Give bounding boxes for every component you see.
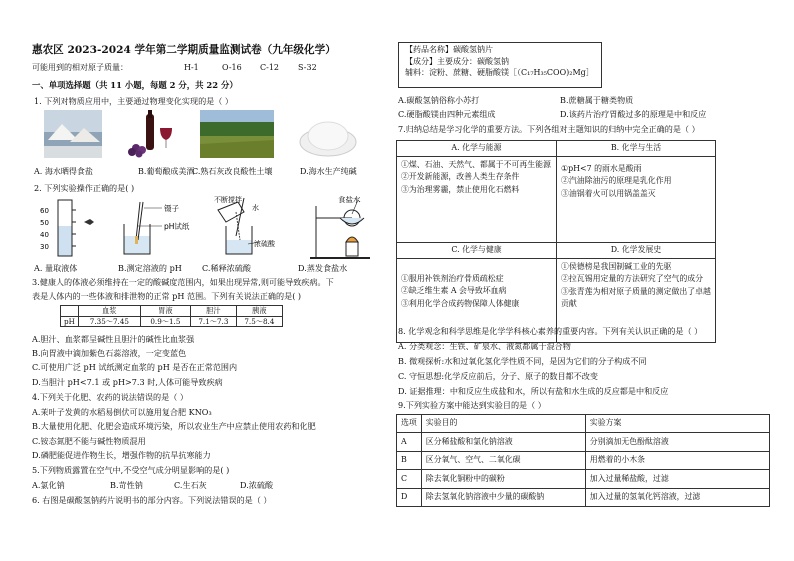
table-row <box>397 141 716 157</box>
q1-option-a: A. 海水晒得食盐 <box>34 167 93 176</box>
cylinder-diagram <box>58 200 94 256</box>
salt-water-label: 食盐水 <box>338 196 361 204</box>
q1-stem: 1. 下列对物质应用中，主要通过物理变化实现的是（ ） <box>34 96 234 106</box>
q1-option-c: C.熟石灰改良酸性土壤 <box>192 167 273 176</box>
q3-option-a: A.胆汁、血浆都呈碱性且胆汁的碱性比血浆强 <box>32 334 195 344</box>
evaporation-diagram <box>310 200 370 258</box>
q7-d-item: ③张青莲为相对原子质量的测定做出了卓越贡献 <box>561 286 711 308</box>
q7-head-d: D. 化学发展史 <box>557 243 716 259</box>
q8-option-c: C. 守恒思想:化学反应前后，分子、原子的数目都不改变 <box>398 371 598 381</box>
scale-60: 60 <box>40 207 49 215</box>
q7-c-item: ①服用补铁剂治疗骨质疏松症 <box>401 274 504 283</box>
q7-d-item: ①侯德榜是我国制碱工业的先驱 <box>561 262 672 271</box>
tweezers-label: 镊子 <box>164 204 179 213</box>
q7-head-b: B. 化学与生活 <box>557 141 716 157</box>
q7-cell-a <box>397 157 557 243</box>
soda-photo <box>296 110 360 158</box>
atom-c: C-12 <box>260 63 280 72</box>
q3-stem-line2: 表是人体内的一些体液和排泄物的正常 pH 范围。下列有关说法正确的是( ) <box>32 291 302 301</box>
stir-label: 不断搅拌 <box>214 196 242 204</box>
q9-cell: A <box>397 433 422 451</box>
q6-option-b: B.蔗糖属于糖类物质 <box>560 95 634 105</box>
q3-stem-line1: 3.健康人的体液必须维持在一定的酸碱度范围内，如果出现异常,则可能导致疾病。下 <box>32 277 334 287</box>
q9-cell: 加入过量稀盐酸，过滤 <box>585 470 769 488</box>
ph-cell: 7.35～7.45 <box>78 316 140 327</box>
table-row <box>397 157 716 243</box>
scale-30: 30 <box>40 243 49 251</box>
q7-table <box>396 140 716 343</box>
q7-a-item: ②开发新能源，改善人类生存条件 <box>401 172 520 182</box>
q2-option-d: D.蒸发食盐水 <box>298 263 348 273</box>
q4-stem: 4.下列关于化肥、农药的说法错误的是（ ） <box>32 392 188 402</box>
section-heading: 一、单项选择题（共 11 小题，每题 2 分，共 22 分） <box>32 80 238 90</box>
q6-option-d: D.该药片治疗胃酸过多的原理是中和反应 <box>560 109 707 119</box>
q7-d-item: ②拉瓦锡用定量的方法研究了空气的成分 <box>561 274 704 284</box>
q2-stem: 2. 下列实验操作正确的是( ) <box>34 183 135 193</box>
q3-option-d: D.当胆汁 pH<7.1 或 pH>7.3 时,人体可能导致疾病 <box>32 377 223 387</box>
q9-header: 实验目的 <box>421 415 585 433</box>
q7-a-item: ①煤、石油、天然气、都属于不可再生能源 <box>401 160 551 169</box>
q9-stem: 9.下列实验方案中能达到实验目的是（ ） <box>398 400 546 410</box>
q9-cell: 用燃着的小木条 <box>585 451 769 469</box>
q5-stem: 5.下列物质露置在空气中,不受空气成分明显影响的是( ) <box>32 465 230 475</box>
q7-stem: 7.归纳总结是学习化学的重要方法。下列各组对主题知识的归纳中完全正确的是（ ） <box>398 124 700 134</box>
q9-cell: 加入过量的氢氧化钙溶液，过滤 <box>585 488 769 506</box>
ph-header: 胆汁 <box>190 306 236 317</box>
atom-s: S-32 <box>298 63 317 72</box>
q1-option-d: D.海水生产纯碱 <box>300 167 357 176</box>
q9-cell: 除去氧化铜粉中的碳粉 <box>421 470 585 488</box>
q2-option-a: A. 量取液体 <box>34 263 78 273</box>
medicine-label-card <box>398 42 602 88</box>
q9-cell: 除去氢氧化钠溶液中少量的碳酸钠 <box>421 488 585 506</box>
q8-option-a: A. 分类观念：生铁、矿泉水、液氮都属于混合物 <box>398 341 571 351</box>
ph-header-blank <box>61 306 79 317</box>
table-row <box>61 316 283 327</box>
q3-option-c: C.可使用广泛 pH 试纸测定血浆的 pH 是否在正常范围内 <box>32 362 238 372</box>
atom-h: H-1 <box>184 63 199 72</box>
q9-cell: C <box>397 470 422 488</box>
ph-paper-label: pH试纸 <box>164 222 190 231</box>
q4-option-d: D.磷肥能促进作物生长，增强作物的抗旱抗寒能力 <box>32 450 211 460</box>
q4-option-b: B.大量使用化肥、化肥会造成环境污染，所以农业生产中应禁止使用农药和化肥 <box>32 421 316 431</box>
q7-head-a: A. 化学与能源 <box>397 141 557 157</box>
q7-a-item: ③为治理雾霾，禁止使用化石燃料 <box>401 184 520 194</box>
wine-photo <box>122 110 180 158</box>
q9-table <box>396 414 770 507</box>
q7-c-item: ③利用化学合成药物保障人体健康 <box>401 298 520 308</box>
q7-c-item: ②缺乏维生素 A 会导致坏血病 <box>401 286 507 296</box>
q8-option-b: B. 微观探析:水和过氧化氢化学性质不同，是因为它们的分子构成不同 <box>398 356 647 366</box>
scale-50: 50 <box>40 219 49 227</box>
q4-option-c: C.铵态氮肥不能与碱性物质混用 <box>32 436 146 446</box>
atomic-masses-intro: 可能用到的相对原子质量： <box>32 63 128 72</box>
q7-b-item: ①pH<7 的雨水是酸雨 <box>561 164 642 173</box>
q9-header: 选项 <box>397 415 422 433</box>
water-label: 水 <box>252 204 259 212</box>
q6-option-c: C.硬脂酸镁由四种元素组成 <box>398 109 496 119</box>
q9-header: 实验方案 <box>585 415 769 433</box>
q9-cell: 区分稀盐酸和氯化钠溶液 <box>421 433 585 451</box>
atomic-masses <box>32 63 317 74</box>
table-row <box>397 243 716 259</box>
ph-table <box>60 305 283 327</box>
table-row <box>397 488 770 506</box>
table-row <box>397 451 770 469</box>
q9-cell: 区分氧气、空气、二氧化碳 <box>421 451 585 469</box>
q8-stem: 8. 化学观念和科学思维是化学学科核心素养的重要内容。下列有关认识正确的是（ ） <box>398 326 703 336</box>
ph-cell: pH <box>61 316 79 327</box>
q4-option-a: A.茉叶子发黄的水稻易倒伏可以施用复合肥 KNO₃ <box>32 407 212 417</box>
salt-pan-photo <box>44 110 102 158</box>
ph-cell: 7.5～8.4 <box>236 316 282 327</box>
q7-cell-b <box>557 157 716 243</box>
q7-b-item: ③油锅着火可以用锅盖盖灭 <box>561 188 656 198</box>
q2-option-c: C.稀释浓硫酸 <box>202 263 251 273</box>
q7-b-item: ②汽油除油污的原理是乳化作用 <box>561 176 672 186</box>
q7-head-c: C. 化学与健康 <box>397 243 557 259</box>
table-row <box>397 470 770 488</box>
atom-o: O-16 <box>222 63 242 72</box>
table-row <box>61 306 283 317</box>
ph-header: 胃液 <box>140 306 190 317</box>
q6-option-a: A.碳酸氢钠俗称小苏打 <box>398 95 480 105</box>
ph-header: 血浆 <box>78 306 140 317</box>
table-row <box>397 433 770 451</box>
q9-cell: D <box>397 488 422 506</box>
q5-option-d: D.浓硫酸 <box>240 480 274 490</box>
table-row <box>397 415 770 433</box>
page-title: 惠农区 2023-2024 学年第二学期质量监测试卷（九年级化学） <box>32 44 336 56</box>
q1-pictures <box>44 110 384 168</box>
q5-option-b: B.苛性钠 <box>110 480 143 490</box>
ph-cell: 0.9～1.5 <box>140 316 190 327</box>
card-line: 【成分】主要成分：碳酸氢钠 <box>405 56 509 66</box>
q3-option-b: B.向胃液中滴加紫色石蕊溶液，一定变蓝色 <box>32 348 187 358</box>
acid-label: 浓硫酸 <box>254 240 275 248</box>
ph-cell: 7.1～7.3 <box>190 316 236 327</box>
q9-cell: 分别滴加无色酚酞溶液 <box>585 433 769 451</box>
ph-header: 胰液 <box>236 306 282 317</box>
card-line: 【药品名称】碳酸氢钠片 <box>405 45 493 54</box>
q1-option-b: B.葡萄酿成美酒 <box>138 167 195 176</box>
q5-option-c: C.生石灰 <box>174 480 207 490</box>
q8-option-d: D. 证据推理：中和反应生成盐和水，所以有盐和水生成的反应都是中和反应 <box>398 386 669 396</box>
card-line: 辅料：淀粉、蔗糖、硬脂酸镁［（C₁₇H₃₅COO)₂Mg］ <box>405 68 594 78</box>
q9-cell: B <box>397 451 422 469</box>
ph-test-diagram <box>124 202 162 254</box>
q6-stem: 6. 右图是碳酸氢钠药片说明书的部分内容。下列说法错误的是（ ） <box>32 495 272 505</box>
q5-option-a: A.氯化钠 <box>32 480 65 490</box>
scale-40: 40 <box>40 231 49 239</box>
q2-apparatus <box>40 196 390 262</box>
q2-option-b: B.测定溶液的 pH <box>118 263 182 273</box>
field-photo <box>200 110 274 158</box>
